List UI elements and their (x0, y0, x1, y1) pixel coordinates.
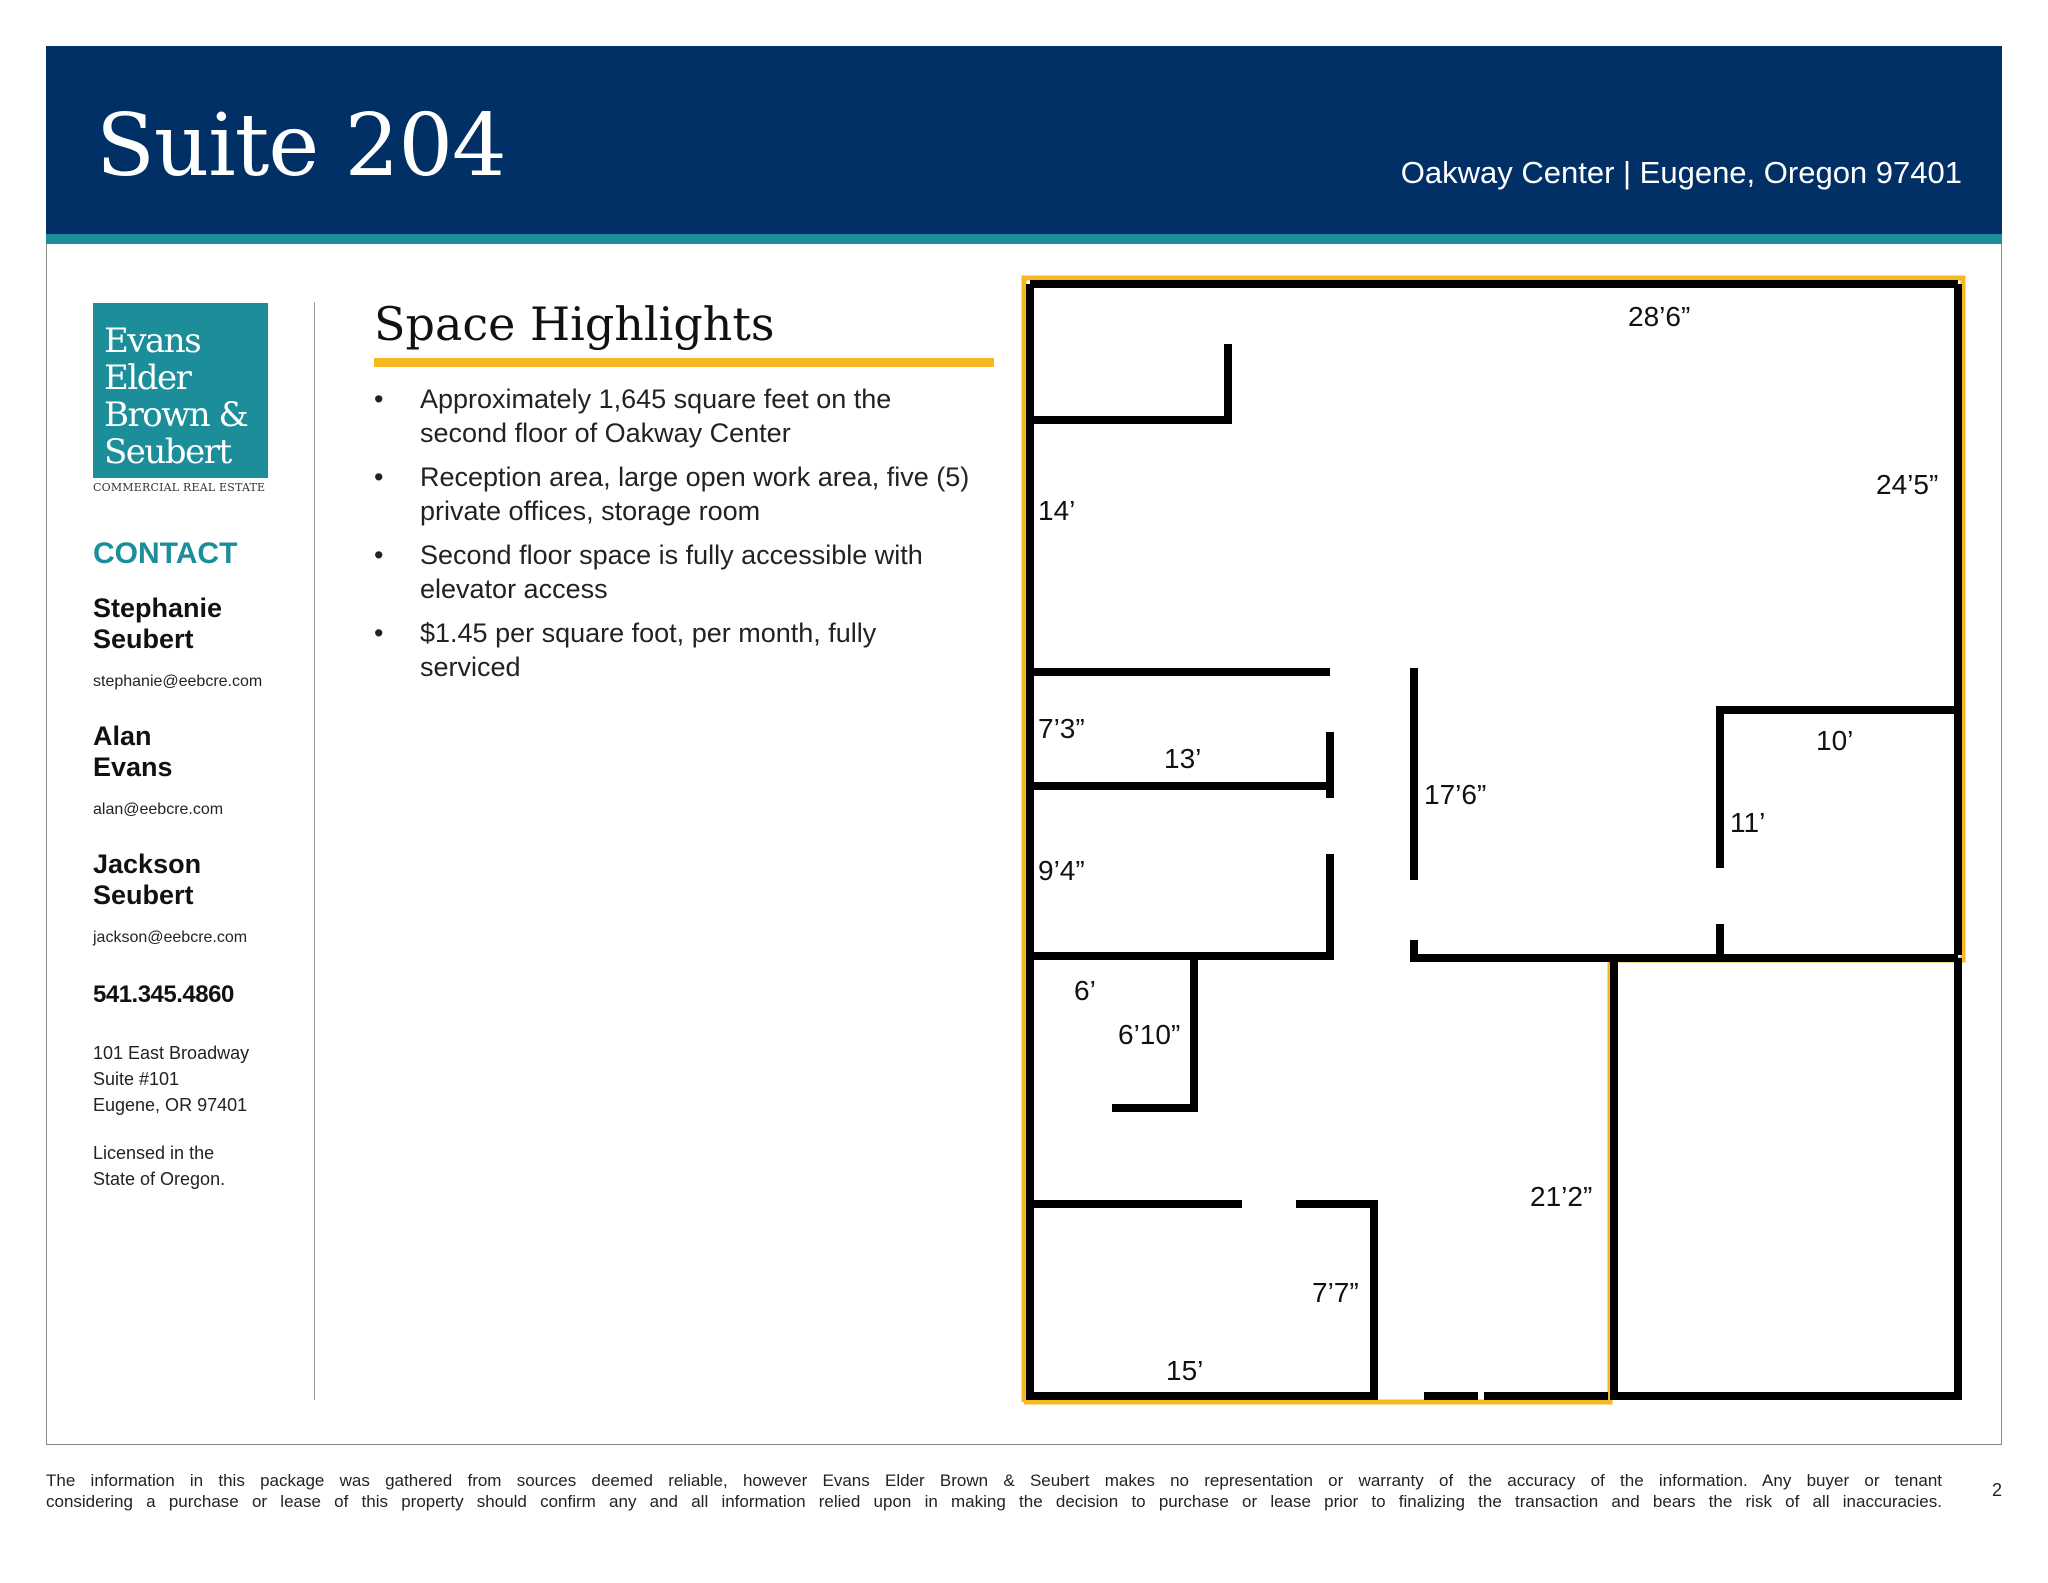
highlights-list (374, 382, 1014, 694)
highlight-line: elevator access (420, 574, 608, 604)
bullet-icon: • (374, 462, 384, 492)
dimension-label: 21’2” (1530, 1181, 1593, 1212)
contact-last-name: Seubert (93, 624, 194, 654)
legal-disclaimer (46, 1470, 1942, 1512)
highlight-line: Reception area, large open work area, five (5) (420, 462, 970, 492)
highlight-line: serviced (420, 652, 521, 682)
address-line: Suite #101 (93, 1069, 180, 1089)
dimension-label: 9’4” (1038, 855, 1085, 886)
bullet-icon: • (374, 540, 384, 570)
logo-line: Seubert (104, 432, 231, 472)
contact-person (93, 593, 323, 692)
dimension-label: 6’10” (1118, 1019, 1181, 1050)
page-title: Suite 204 (96, 96, 506, 196)
header-stripe (46, 234, 2002, 244)
dimension-label: 13’ (1164, 743, 1202, 774)
highlight-item (374, 538, 1014, 606)
dimension-label: 7’7” (1312, 1277, 1359, 1308)
dimension-label: 7’3” (1038, 713, 1085, 744)
license-line: State of Oregon. (93, 1169, 226, 1189)
dimension-label: 15’ (1166, 1355, 1204, 1386)
contact-person (93, 849, 323, 948)
logo-line: Evans (104, 321, 201, 361)
highlight-line: Second floor space is fully accessible with (420, 540, 923, 570)
highlight-item (374, 382, 1014, 450)
disclaimer-line: The information in this package was gathered from sources deemed reliable, however Evans Elder Brown & Seubert makes no representation or warranty of the accuracy of the information. Any buyer or tenant (46, 1471, 1942, 1490)
page-number: 2 (1991, 1480, 2002, 1500)
highlight-item (374, 460, 1014, 528)
dimension-label: 10’ (1816, 725, 1854, 756)
license-note (93, 1140, 225, 1192)
property-location: Oakway Center | Eugene, Oregon 97401 (1400, 155, 1962, 190)
address-line: Eugene, OR 97401 (93, 1095, 248, 1115)
highlight-line: second floor of Oakway Center (420, 418, 791, 448)
contact-email-link[interactable]: alan@eebcre.com (93, 801, 224, 818)
floor-plan-walls (1030, 284, 1962, 1400)
dimension-label: 11’ (1730, 807, 1766, 838)
dimension-label: 24’5” (1876, 469, 1939, 500)
contact-last-name: Evans (93, 752, 173, 782)
bullet-icon: • (374, 384, 384, 414)
contact-person (93, 721, 323, 820)
suite-outline-highlight (1024, 278, 1963, 1402)
highlight-line: private offices, storage room (420, 496, 761, 526)
contact-email-link[interactable]: jackson@eebcre.com (93, 929, 248, 946)
contact-first-name: Alan (93, 721, 152, 751)
floor-plan (1014, 270, 1974, 1410)
dimension-label: 14’ (1038, 495, 1076, 526)
company-logo (93, 303, 268, 478)
dimension-label: 6’ (1074, 975, 1096, 1006)
highlight-item (374, 616, 1014, 684)
contact-email-link[interactable]: stephanie@eebcre.com (93, 673, 263, 690)
contact-heading: CONTACT (93, 537, 238, 570)
contact-first-name: Stephanie (93, 593, 223, 623)
highlight-line: $1.45 per square foot, per month, fully (420, 618, 877, 648)
office-address (93, 1040, 249, 1118)
bullet-icon: • (374, 618, 384, 648)
logo-tagline: COMMERCIAL REAL ESTATE (93, 481, 266, 494)
highlights-underline (374, 358, 994, 367)
highlight-line: Approximately 1,645 square feet on the (420, 384, 892, 414)
contact-phone[interactable]: 541.345.4860 (93, 981, 234, 1008)
disclaimer-line: considering a purchase or lease of this property should confirm any and all information relied upon in making the decision to purchase or lease prior to finalizing the transaction and bears the risk of all inaccuracies. (46, 1492, 1942, 1511)
contact-first-name: Jackson (93, 849, 202, 879)
address-line: 101 East Broadway (93, 1043, 250, 1063)
license-line: Licensed in the (93, 1143, 215, 1163)
dimension-label: 17’6” (1424, 779, 1487, 810)
logo-line: Elder (104, 358, 191, 398)
highlights-title: Space Highlights (374, 297, 775, 351)
dimension-label: 28’6” (1628, 301, 1691, 332)
contact-last-name: Seubert (93, 880, 194, 910)
logo-line: Brown & (104, 395, 248, 435)
